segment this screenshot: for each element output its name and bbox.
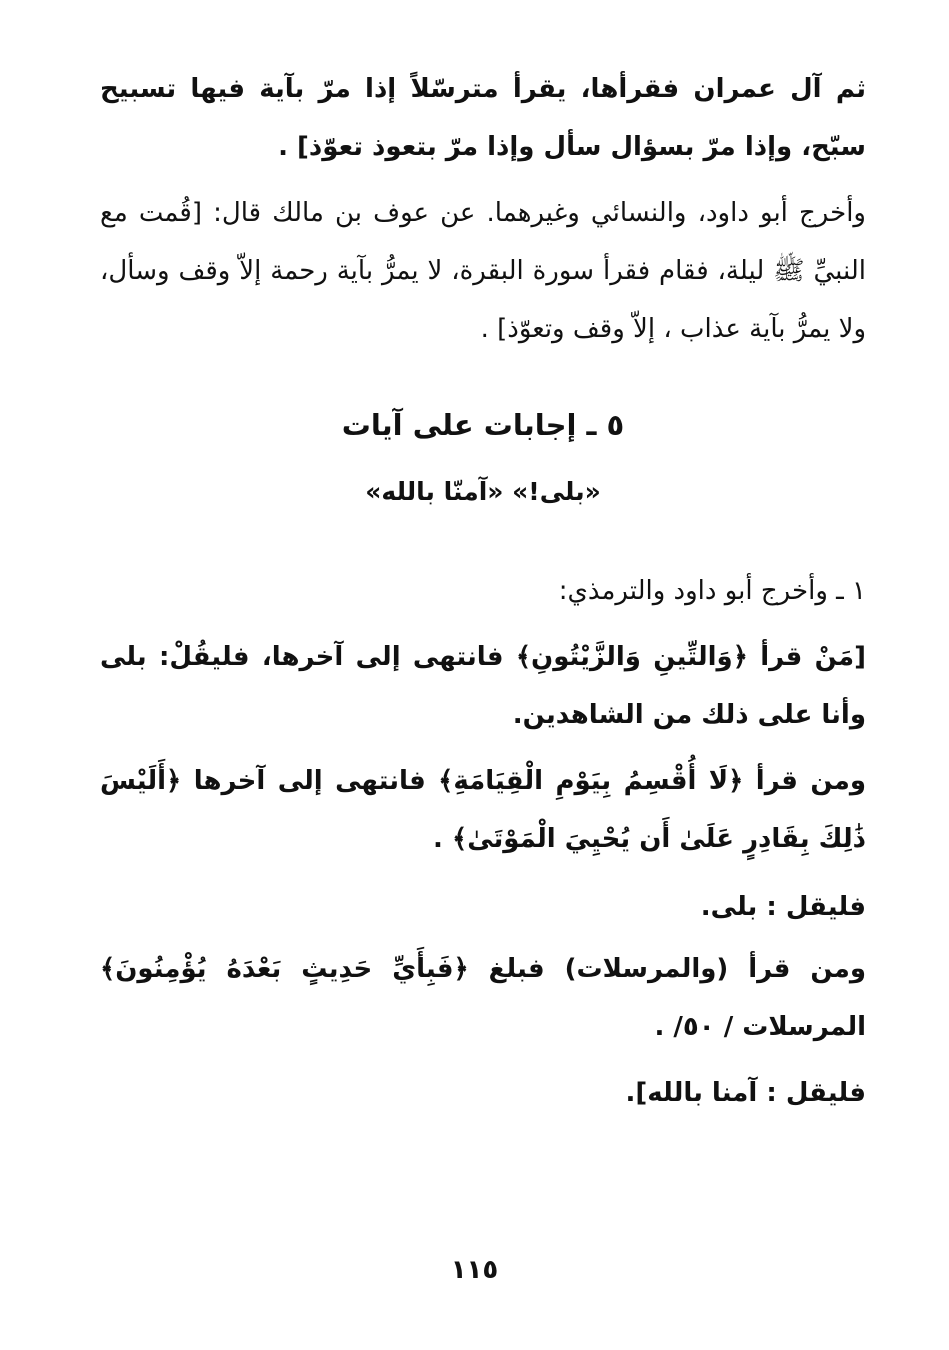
section-heading: ٥ ـ إجابات على آيات — [341, 408, 625, 442]
paragraph-say-bala: فليقل : بلى. — [700, 892, 866, 922]
paragraph-abu-dawud-tirmidhi: ١ ـ وأخرج أبو داود والترمذي: — [558, 576, 866, 606]
paragraph-amanna-billah: فليقل : آمنا بالله]. — [625, 1078, 866, 1108]
paragraph-hadith-recitation: ثم آل عمران فقرأها، يقرأ مترسّلاً إذا مرّ بآية فيها تسبيح سبّح، وإذا مرّ بسؤال سأل وإذا مرّ بتعوذ تعوّذ] . — [100, 74, 866, 162]
paragraph-awf-ibn-malik: وأخرج أبو داود، والنسائي وغيرهما. عن عوف بن مالك قال: [قُمت مع النبيِّ ﷺ ليلة، فقام فقرأ سورة البقرة، لا يمرُّ بآية رحمة إلاّ وقف وسأل، ولا يمرُّ بآية عذاب ، إلاّ وقف وتعوّذ] . — [100, 198, 866, 344]
section-subheading: «بلى!» «آمنّا بالله» — [365, 477, 601, 506]
paragraph-tin-zaytun: [مَنْ قرأ ﴿وَالتِّينِ وَالزَّيْتُونِ﴾ فانتهى إلى آخرها، فليقُلْ: بلى وأنا على ذلك من الشاهدين. — [100, 642, 866, 730]
page-number: ١١٥ — [450, 1255, 499, 1285]
paragraph-qiyamah: ومن قرأ ﴿لَا أُقْسِمُ بِيَوْمِ الْقِيَامَةِ﴾ فانتهى إلى آخرها ﴿أَلَيْسَ ذَٰلِكَ بِقَادِرٍ عَلَىٰ أَن يُحْيِيَ الْمَوْتَىٰ﴾ . — [100, 766, 866, 854]
paragraph-mursalat: ومن قرأ (والمرسلات) فبلغ ﴿فَبِأَيِّ حَدِيثٍ بَعْدَهُ يُؤْمِنُونَ﴾ المرسلات / ٥٠/ . — [100, 954, 866, 1042]
